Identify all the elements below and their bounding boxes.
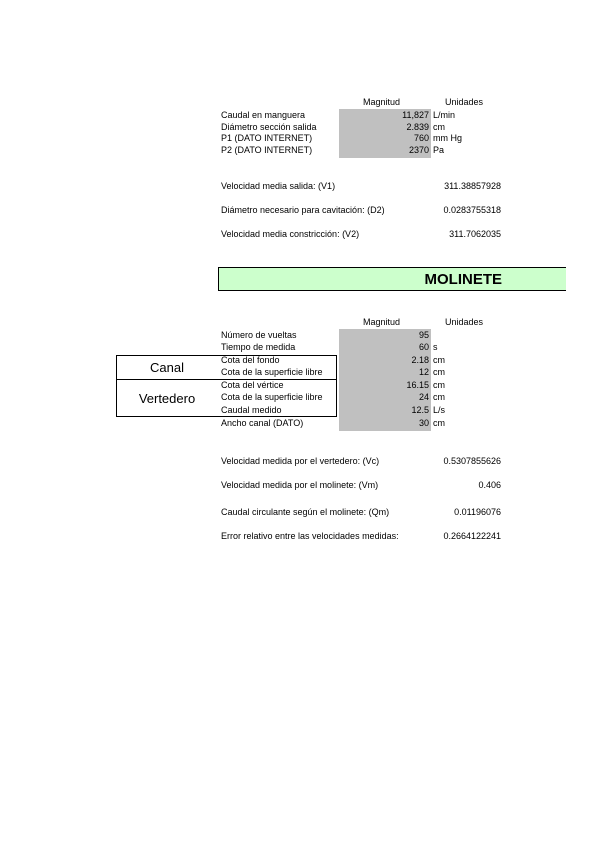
result-label: Diámetro necesario para cavitación: (D2) <box>221 205 385 215</box>
row-unit: cm <box>433 380 445 390</box>
banner-title: MOLINETE <box>424 271 502 288</box>
row-unit: cm <box>433 392 445 402</box>
row-label: Cota de la superficie libre <box>221 367 323 377</box>
row-label: Tiempo de medida <box>221 342 296 352</box>
row-label: Caudal en manguera <box>221 110 306 120</box>
row-unit: s <box>433 342 438 352</box>
units-header: Unidades <box>445 97 484 107</box>
molinete-banner <box>218 267 566 291</box>
units-header: Unidades <box>445 317 484 327</box>
result-label: Error relativo entre las velocidades medidas: <box>221 531 399 541</box>
canal-label: Canal <box>150 360 184 375</box>
row-label: P1 (DATO INTERNET) <box>221 133 313 143</box>
result-label: Velocidad media salida: (V1) <box>221 181 336 191</box>
row-label: Cota del fondo <box>221 355 280 365</box>
row-value[interactable]: 16.15 <box>406 380 429 390</box>
row-label: Diámetro sección salida <box>221 122 317 132</box>
row-unit: cm <box>433 355 445 365</box>
result-value: 0.5307855626 <box>443 456 501 466</box>
row-value[interactable]: 95 <box>418 330 429 340</box>
magnitude-header: Magnitud <box>363 97 401 107</box>
row-unit: cm <box>433 418 445 428</box>
result-value: 311.7062035 <box>449 229 501 239</box>
result-value: 0.0283755318 <box>443 205 501 215</box>
result-label: Velocidad media constricción: (V2) <box>221 229 360 239</box>
row-value[interactable]: 2.839 <box>406 122 429 132</box>
result-value: 0.406 <box>478 480 501 490</box>
row-label: Número de vueltas <box>221 330 297 340</box>
row-unit: mm Hg <box>433 133 462 143</box>
row-value[interactable]: 12 <box>418 367 429 377</box>
row-value[interactable]: 12.5 <box>411 405 429 415</box>
row-label: P2 (DATO INTERNET) <box>221 145 313 155</box>
row-value[interactable]: 2.18 <box>411 355 429 365</box>
row-value[interactable]: 24 <box>418 392 429 402</box>
row-unit: Pa <box>433 145 445 155</box>
row-value[interactable]: 2370 <box>408 145 429 155</box>
row-unit: L/min <box>433 110 456 120</box>
result-label: Velocidad medida por el vertedero: (Vc) <box>221 456 380 466</box>
row-unit: L/s <box>433 405 446 415</box>
row-unit: cm <box>433 367 445 377</box>
row-label: Ancho canal (DATO) <box>221 418 304 428</box>
result-label: Caudal circulante según el molinete: (Qm) <box>221 507 390 517</box>
row-unit: cm <box>433 122 445 132</box>
magnitude-header: Magnitud <box>363 317 401 327</box>
vertedero-label: Vertedero <box>138 390 196 406</box>
result-value: 0.2664122241 <box>443 531 501 541</box>
row-value[interactable]: 11,827 <box>402 110 429 120</box>
result-value: 311.38857928 <box>444 181 501 191</box>
row-label: Caudal medido <box>221 405 282 415</box>
row-value[interactable]: 760 <box>413 133 429 143</box>
row-label: Cota de la superficie libre <box>221 392 323 402</box>
row-value[interactable]: 60 <box>418 342 429 352</box>
result-value: 0.01196076 <box>454 507 501 517</box>
row-label: Cota del vértice <box>221 380 284 390</box>
row-value[interactable]: 30 <box>418 418 429 428</box>
result-label: Velocidad medida por el molinete: (Vm) <box>221 480 379 490</box>
